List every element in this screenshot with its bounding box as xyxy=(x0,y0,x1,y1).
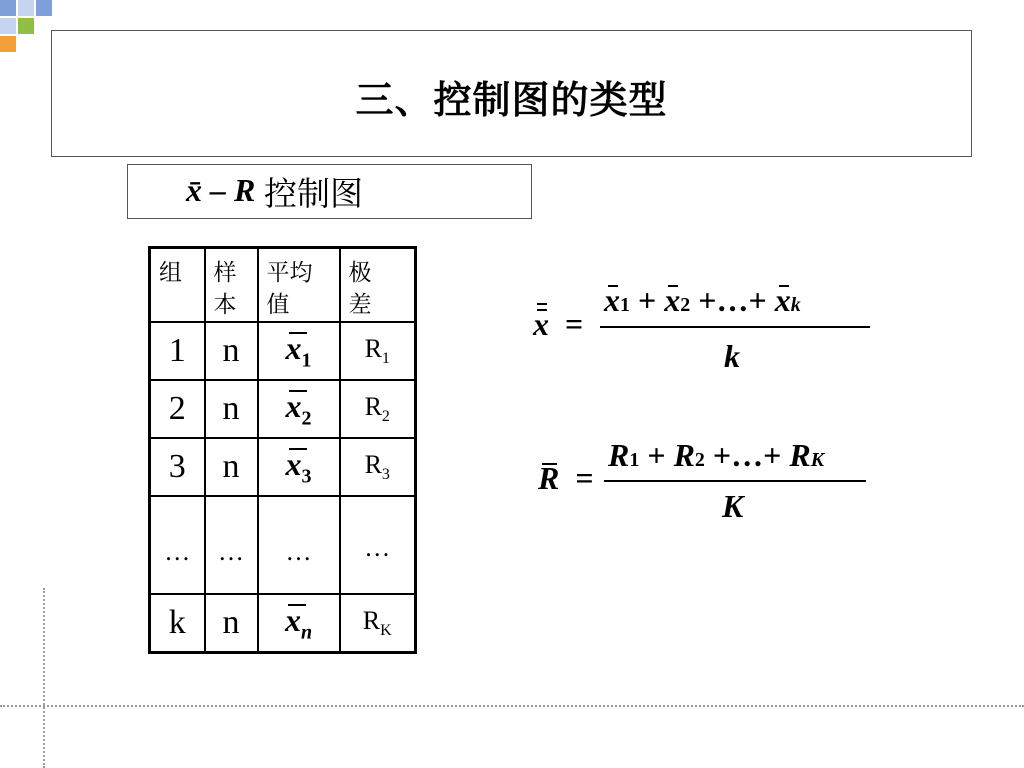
cell-sample: … xyxy=(205,496,258,594)
cell-mean: $x_3$ xyxy=(258,438,340,496)
subtitle-formula-text: x̄ – R xyxy=(186,172,256,208)
table-row xyxy=(150,322,416,380)
cell-group: 3 xyxy=(150,438,205,496)
header-range: 极 差 xyxy=(340,248,416,323)
table-row xyxy=(150,594,416,652)
formula-rbar-fraction-line xyxy=(604,480,866,482)
cell-sample: n xyxy=(205,594,258,652)
table-row xyxy=(150,496,416,594)
cell-mean: $x_n$ xyxy=(258,594,340,652)
subtitle-formula xyxy=(186,172,255,209)
cell-group: 1 xyxy=(150,322,205,380)
corner-square-2 xyxy=(18,0,34,16)
subtitle-label: 控制图 xyxy=(264,174,363,213)
cell-sample: n xyxy=(205,322,258,380)
formula-xbarbar-lhs: x = xyxy=(533,306,584,342)
cell-group: 2 xyxy=(150,380,205,438)
title-box xyxy=(51,30,972,157)
table-row xyxy=(150,380,416,438)
cell-range: $R_K$ xyxy=(340,594,416,652)
header-mean: 平均 值 xyxy=(258,248,340,323)
data-table xyxy=(148,246,417,654)
corner-square-4 xyxy=(0,18,16,34)
corner-square-5 xyxy=(18,18,34,34)
cell-group: k xyxy=(150,594,205,652)
corner-square-6 xyxy=(0,36,16,52)
formula-xbarbar-fraction-line xyxy=(600,326,870,328)
formula-rbar-numerator: R1 + R2 +…+ RK xyxy=(608,437,825,473)
formula-rbar-denominator: K xyxy=(722,488,744,524)
formula-xbarbar-numerator: x1 + x2 +…+ xk xyxy=(604,282,801,318)
corner-square-3 xyxy=(36,0,52,16)
cell-range: $R_3$ xyxy=(340,438,416,496)
table-row xyxy=(150,438,416,496)
slide-title: 三、控制图的类型 xyxy=(355,78,668,122)
cell-range: … xyxy=(340,496,416,594)
dotted-guide-vertical xyxy=(43,588,45,768)
formula-rbar-lhs: R = xyxy=(538,460,594,496)
cell-sample: n xyxy=(205,380,258,438)
cell-mean: $x_2$ xyxy=(258,380,340,438)
header-group: 组 xyxy=(150,248,205,323)
header-sample: 样 本 xyxy=(205,248,258,323)
formula-xbarbar-denominator: k xyxy=(724,338,740,374)
table-header-row xyxy=(150,248,416,323)
cell-mean: $x_1$ xyxy=(258,322,340,380)
cell-sample: n xyxy=(205,438,258,496)
cell-mean: … xyxy=(258,496,340,594)
cell-range: $R_2$ xyxy=(340,380,416,438)
cell-group: … xyxy=(150,496,205,594)
dotted-guide-horizontal xyxy=(0,705,1024,707)
corner-square-1 xyxy=(0,0,16,16)
cell-range: $R_1$ xyxy=(340,322,416,380)
